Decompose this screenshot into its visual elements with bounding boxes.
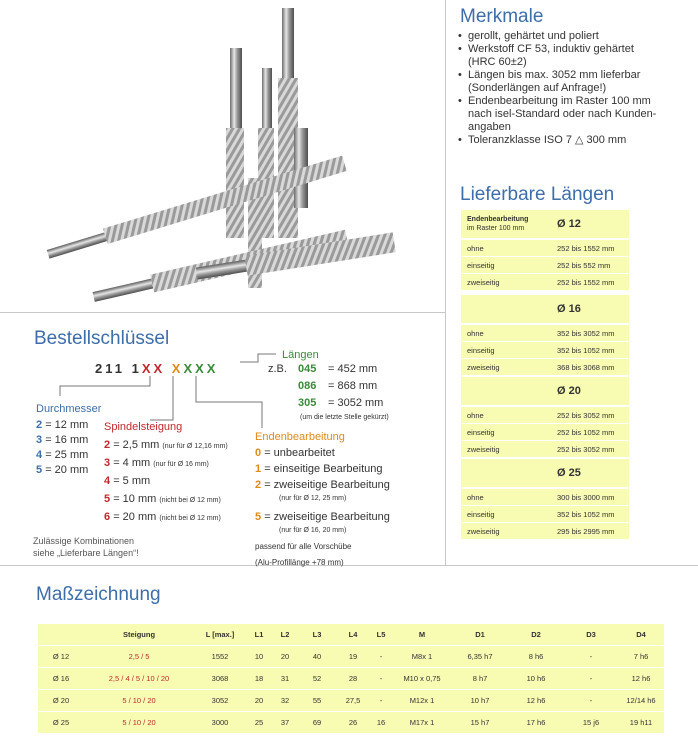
- laengen-code: 045: [298, 363, 317, 375]
- lieferbare-row-range: 352 bis 1052 mm: [557, 345, 615, 355]
- steigung-note: (nur für Ø 16 mm): [153, 461, 209, 468]
- lieferbare-row-range: 252 bis 552 mm: [557, 260, 611, 270]
- mass-header-cell: Steigung: [122, 630, 156, 639]
- lieferbare-row: [461, 505, 629, 522]
- mass-cell: 12/14 h6: [626, 696, 656, 705]
- mass-cell: 3068: [211, 674, 229, 683]
- mass-table-header-row: [38, 624, 664, 646]
- lieferbare-row-label: einseitig: [467, 260, 495, 270]
- steigung-code: 2: [104, 439, 111, 451]
- merkmale-list: [458, 30, 688, 147]
- durchmesser-code: 2: [36, 419, 43, 431]
- lieferbare-diameter: Ø 12: [557, 218, 581, 230]
- steigung-code: 6: [104, 511, 111, 523]
- mass-cell: -: [379, 674, 383, 683]
- mass-cell: 25: [254, 718, 264, 727]
- hint-line: siehe „Lieferbare Längen“!: [33, 548, 139, 558]
- mass-header-cell: D3: [586, 630, 596, 639]
- mass-cell: 15 h7: [470, 718, 490, 727]
- mass-cell: 6,35 h7: [467, 652, 493, 661]
- lieferbare-row-range: 252 bis 1052 mm: [557, 427, 615, 437]
- steigung-note: (nicht bei Ø 12 mm): [159, 497, 221, 504]
- lieferbare-row-range: 300 bis 3000 mm: [557, 492, 615, 502]
- merkmale-item-line: • Längen bis max. 3052 mm lieferbar: [468, 69, 641, 81]
- durchmesser-value: = 25 mm: [45, 449, 89, 461]
- mass-table-row: [38, 712, 664, 734]
- lieferbare-row-range: 252 bis 1552 mm: [557, 277, 615, 287]
- lieferbare-row: [461, 406, 629, 423]
- mass-cell: 37: [280, 718, 290, 727]
- hint-line: Zulässige Kombinationen: [33, 536, 135, 546]
- merkmale-item: [458, 134, 688, 147]
- laengen-value: = 868 mm: [328, 380, 378, 392]
- mass-cell: 10 h6: [526, 674, 546, 683]
- durchmesser-code: 4: [36, 449, 43, 461]
- enden-desc: = unbearbeitet: [264, 447, 335, 459]
- lieferbare-title: Lieferbare Längen: [460, 184, 615, 205]
- lieferbare-table-header: [461, 295, 629, 324]
- mass-cell: 15 j6: [582, 718, 600, 727]
- mass-table: [38, 624, 664, 734]
- durchmesser-code: 3: [36, 434, 43, 446]
- lieferbare-table-header: [461, 459, 629, 488]
- laengen-value: = 3052 mm: [328, 397, 384, 409]
- mass-cell: 20: [280, 652, 290, 661]
- mass-cell: -: [589, 696, 593, 705]
- durchmesser-code: 5: [36, 464, 43, 476]
- lieferbare-table: [461, 459, 629, 539]
- code-laengen-placeholder: XXX: [183, 361, 219, 376]
- mass-cell: 12 h6: [631, 674, 651, 683]
- lieferbare-row-range: 252 bis 3052 mm: [557, 410, 615, 420]
- lieferbare-table: [461, 210, 629, 290]
- lieferbare-row: [461, 522, 629, 539]
- lieferbare-row: [461, 324, 629, 341]
- column-divider: [445, 0, 446, 565]
- lieferbare-table-header: [461, 210, 629, 239]
- enden-note: (nur für Ø 16, 20 mm): [279, 527, 347, 534]
- durchmesser-item: [36, 448, 88, 462]
- steigung-value: = 5 mm: [113, 475, 151, 487]
- lieferbare-row-range: 252 bis 1552 mm: [557, 243, 615, 253]
- mass-cell: 3052: [211, 696, 229, 705]
- merkmale-title: Merkmale: [460, 6, 544, 27]
- lieferbare-table-header: [461, 377, 629, 406]
- steigung-item: [104, 438, 228, 454]
- steigung-value: = 2,5 mm: [113, 439, 160, 451]
- mass-cell: 10 h7: [470, 696, 490, 705]
- mass-header-cell: L1: [254, 630, 264, 639]
- steigung-note: (nur für Ø 12,16 mm): [162, 443, 228, 450]
- mass-header-cell: L2: [280, 630, 290, 639]
- mass-cell: 52: [312, 674, 322, 683]
- durchmesser-list: [36, 417, 88, 477]
- lieferbare-row-label: zweiseitig: [467, 277, 500, 287]
- mass-header-cell: D1: [475, 630, 485, 639]
- merkmale-item: [458, 69, 688, 95]
- mass-header-cell: L3: [312, 630, 322, 639]
- mass-header-cell: L5: [376, 630, 386, 639]
- lieferbare-table: [461, 295, 629, 375]
- mass-cell: 28: [348, 674, 358, 683]
- lieferbare-row-label: einseitig: [467, 427, 495, 437]
- lieferbare-row-range: 368 bis 3068 mm: [557, 362, 615, 372]
- mass-cell: -: [589, 652, 593, 661]
- lieferbare-table: [461, 377, 629, 457]
- enden-list: [255, 446, 390, 570]
- lieferbare-row-range: 352 bis 1052 mm: [557, 509, 615, 519]
- lieferbare-row: [461, 488, 629, 505]
- mass-cell: Ø 25: [52, 718, 70, 727]
- header-label-line: Endenbearbeitung: [467, 216, 529, 223]
- mass-cell: 10: [254, 652, 264, 661]
- mass-table-row: [38, 646, 664, 668]
- lieferbare-row-range: 252 bis 3052 mm: [557, 444, 615, 454]
- mass-cell: Ø 16: [52, 674, 70, 683]
- mass-title: Maßzeichnung: [36, 584, 161, 605]
- steigung-item: [104, 456, 228, 472]
- steigung-code: 3: [104, 457, 111, 469]
- mass-cell: 2,5 / 4 / 5 / 10 / 20: [108, 674, 170, 683]
- durchmesser-item: [36, 463, 88, 477]
- lieferbare-row: [461, 341, 629, 358]
- mass-cell: 8 h6: [528, 652, 544, 661]
- mass-cell: 5 / 10 / 20: [122, 718, 156, 727]
- mass-cell: -: [379, 652, 383, 661]
- enden-desc: = zweiseitige Bearbeitung: [264, 511, 390, 523]
- mass-cell: 5 / 10 / 20: [122, 696, 156, 705]
- code-enden-placeholder: X: [171, 361, 184, 376]
- steigung-value: = 10 mm: [113, 493, 157, 505]
- steigung-item: [104, 510, 228, 526]
- enden-code: 0: [255, 447, 262, 459]
- lieferbare-header-label: [461, 215, 551, 233]
- lieferbare-row: [461, 440, 629, 457]
- laengen-note: (um die letzte Stelle gekürzt): [300, 414, 389, 421]
- steigung-value: = 20 mm: [113, 511, 157, 523]
- mass-cell: 16: [376, 718, 386, 727]
- laengen-code: 305: [298, 397, 317, 409]
- enden-title: Endenbearbeitung: [255, 431, 345, 443]
- lieferbare-row-label: zweiseitig: [467, 526, 500, 536]
- laengen-example-prefix: z.B.: [268, 363, 287, 375]
- steigung-list: [104, 436, 228, 526]
- mass-header-cell: D4: [636, 630, 646, 639]
- enden-note: (nur für Ø 12, 25 mm): [279, 495, 347, 502]
- mass-cell: 3000: [211, 718, 229, 727]
- merkmale-item-line: nach isel-Standard oder nach Kunden-: [468, 108, 657, 120]
- mass-cell: 17 h6: [526, 718, 546, 727]
- lieferbare-row-range: 352 bis 3052 mm: [557, 328, 615, 338]
- merkmale-item-line: • Endenbearbeitung im Raster 100 mm: [468, 95, 651, 107]
- mass-header-cell: M: [418, 630, 426, 639]
- steigung-value: = 4 mm: [113, 457, 151, 469]
- merkmale-item-line: (HRC 60±2): [468, 56, 527, 68]
- enden-code: 1: [255, 463, 262, 475]
- enden-desc: = zweiseitige Bearbeitung: [264, 479, 390, 491]
- mass-cell: 1552: [211, 652, 229, 661]
- mass-cell: 27,5: [345, 696, 361, 705]
- durchmesser-value: = 20 mm: [45, 464, 89, 476]
- durchmesser-title: Durchmesser: [36, 403, 102, 415]
- mass-cell: 2,5 / 5: [128, 652, 150, 661]
- lieferbare-row-label: zweiseitig: [467, 444, 500, 454]
- mass-cell: 7 h6: [633, 652, 649, 661]
- durchmesser-item: [36, 433, 88, 447]
- mass-cell: M12x 1: [409, 696, 435, 705]
- lieferbare-row-range: 295 bis 2995 mm: [557, 526, 615, 536]
- merkmale-item: [458, 30, 688, 43]
- lieferbare-row-label: ohne: [467, 243, 484, 253]
- mass-cell: 19 h11: [629, 718, 653, 727]
- mass-cell: M10 x 0,75: [403, 674, 441, 683]
- lieferbare-row-label: zweiseitig: [467, 362, 500, 372]
- enden-code: 5: [255, 511, 262, 523]
- lieferbare-row: [461, 256, 629, 273]
- mass-cell: 18: [254, 674, 264, 683]
- lieferbare-row: [461, 423, 629, 440]
- durchmesser-item: [36, 418, 88, 432]
- mass-cell: Ø 20: [52, 696, 70, 705]
- lieferbare-row-label: ohne: [467, 492, 484, 502]
- steigung-code: 4: [104, 475, 111, 487]
- merkmale-item-line: (Sonderlängen auf Anfrage!): [468, 82, 607, 94]
- steigung-item: [104, 492, 228, 508]
- merkmale-item-line: • gerollt, gehärtet und poliert: [468, 30, 599, 42]
- mass-cell: 32: [280, 696, 290, 705]
- code-prefix: 211 1: [95, 361, 142, 376]
- bestell-title: Bestellschlüssel: [34, 328, 170, 349]
- lieferbare-row: [461, 273, 629, 290]
- mass-cell: 19: [348, 652, 358, 661]
- mass-cell: 69: [312, 718, 322, 727]
- durchmesser-value: = 16 mm: [45, 434, 89, 446]
- laengen-list: [268, 362, 389, 425]
- lieferbare-row-label: einseitig: [467, 345, 495, 355]
- combination-hint: [33, 535, 139, 559]
- laengen-value: = 452 mm: [328, 363, 378, 375]
- mass-cell: 20: [254, 696, 264, 705]
- mass-header-cell: L4: [348, 630, 358, 639]
- mass-cell: 8 h7: [472, 674, 488, 683]
- steigung-item: [104, 474, 228, 490]
- header-label-line: im Raster 100 mm: [467, 225, 525, 232]
- merkmale-item-line: angaben: [468, 121, 511, 133]
- mass-cell: 31: [280, 674, 290, 683]
- laengen-title: Längen: [282, 349, 319, 361]
- lieferbare-row-label: ohne: [467, 328, 484, 338]
- enden-desc: = einseitige Bearbeitung: [264, 463, 383, 475]
- mass-cell: 12 h6: [526, 696, 546, 705]
- lieferbare-diameter: Ø 16: [557, 303, 581, 315]
- lieferbare-row: [461, 239, 629, 256]
- merkmale-item-line: • Toleranzklasse ISO 7 △ 300 mm: [468, 134, 627, 146]
- enden-note: passend für alle Vorschübe: [255, 542, 352, 551]
- mass-table-row: [38, 690, 664, 712]
- mass-cell: M17x 1: [409, 718, 435, 727]
- mass-table-row: [38, 668, 664, 690]
- lieferbare-row-label: ohne: [467, 410, 484, 420]
- merkmale-item: [458, 95, 688, 134]
- laengen-code: 086: [298, 380, 317, 392]
- enden-code: 2: [255, 479, 262, 491]
- mass-cell: -: [379, 696, 383, 705]
- mass-cell: Ø 12: [52, 652, 70, 661]
- lieferbare-diameter: Ø 20: [557, 385, 581, 397]
- merkmale-item-line: • Werkstoff CF 53, induktiv gehärtet: [468, 43, 634, 55]
- mass-cell: 26: [348, 718, 358, 727]
- steigung-title: Spindelsteigung: [104, 421, 183, 433]
- mass-header-cell: L [max.]: [205, 630, 235, 639]
- merkmale-item: [458, 43, 688, 69]
- mass-cell: 40: [312, 652, 322, 661]
- mass-header-cell: D2: [531, 630, 541, 639]
- mass-cell: 55: [312, 696, 322, 705]
- lieferbare-diameter: Ø 25: [557, 467, 581, 479]
- code-steigung-placeholder: XX: [141, 361, 166, 376]
- mass-cell: -: [589, 674, 593, 683]
- lieferbare-row-label: einseitig: [467, 509, 495, 519]
- mass-cell: M8x 1: [411, 652, 433, 661]
- durchmesser-value: = 12 mm: [45, 419, 89, 431]
- lieferbare-row: [461, 358, 629, 375]
- steigung-code: 5: [104, 493, 111, 505]
- enden-note: (Alu-Profillänge +78 mm): [255, 558, 344, 567]
- steigung-note: (nicht bei Ø 12 mm): [159, 515, 221, 522]
